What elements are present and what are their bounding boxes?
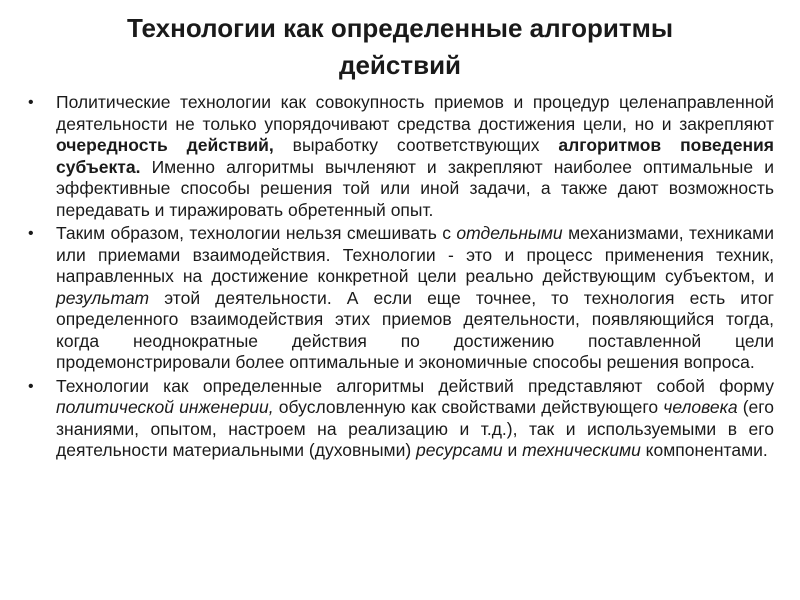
- slide-title: [40, 10, 760, 84]
- bullet-italic-text: ресурсами: [416, 440, 503, 460]
- bullet-text: компонентами.: [640, 440, 768, 460]
- bullet-text: Технологии как определенные алгоритмы действий представляют собой форму: [56, 375, 774, 396]
- bullet-bold-text: очередность действий,: [56, 135, 274, 155]
- bullet-item-political-engineering: [28, 376, 774, 462]
- bullet-italic-text: политической инженерии,: [56, 397, 274, 417]
- bullet-list: [28, 92, 774, 464]
- slide-title-line2: действий: [338, 50, 462, 80]
- bullet-text: и: [502, 440, 523, 460]
- bullet-text: выработку соответствующих: [273, 135, 559, 155]
- bullet-bold-text: алгоритмов поведения субъекта.: [56, 135, 774, 177]
- bullet-text: обусловленную как свойствами действующего: [273, 397, 664, 417]
- bullet-item-algorithms: [28, 92, 774, 221]
- bullet-item-technologies-definition: [28, 223, 774, 374]
- bullet-marker: •: [28, 94, 34, 111]
- bullet-marker: •: [28, 225, 34, 242]
- bullet-italic-text: человека: [663, 397, 738, 417]
- bullet-text: этой деятельности. А если еще точнее, то технология есть итог определенного взаимодействия этих приемов деятельности, появляющийся тогда, когда неоднократные действия по достижению поставленной цели продемонстрировали более оптимальные и экономичные способы решения вопроса.: [56, 287, 774, 372]
- slide-title-line1: Технологии как определенные алгоритмы: [126, 13, 674, 43]
- bullet-text: (его знаниями, опытом, настроем на реализацию и т.д.), так и используемыми в его деятельности материальными (духовными): [56, 397, 774, 460]
- bullet-italic-text: техническими: [522, 440, 641, 460]
- bullet-italic-text: результат: [56, 287, 150, 308]
- bullet-text: Таким образом, технологии нельзя смешивать с: [56, 223, 457, 243]
- bullet-text: Именно алгоритмы вычленяют и закрепляют наиболее оптимальные и эффективные способы решения той или иной задачи, а также дают возможность передавать и тиражировать обретенный опыт.: [56, 156, 774, 220]
- bullet-text: Политические технологии как совокупность приемов и процедур целенаправленной деятельности не только упорядочивают средства достижения цели, но и закрепляют: [56, 92, 774, 134]
- bullet-text: механизмами, техниками или приемами взаимодействия. Технологии - это и процесс применения техник, направленных на достижение конкретной цели реально действующим субъектом, и: [56, 223, 774, 286]
- bullet-italic-text: отдельными: [456, 223, 563, 243]
- bullet-marker: •: [28, 377, 34, 395]
